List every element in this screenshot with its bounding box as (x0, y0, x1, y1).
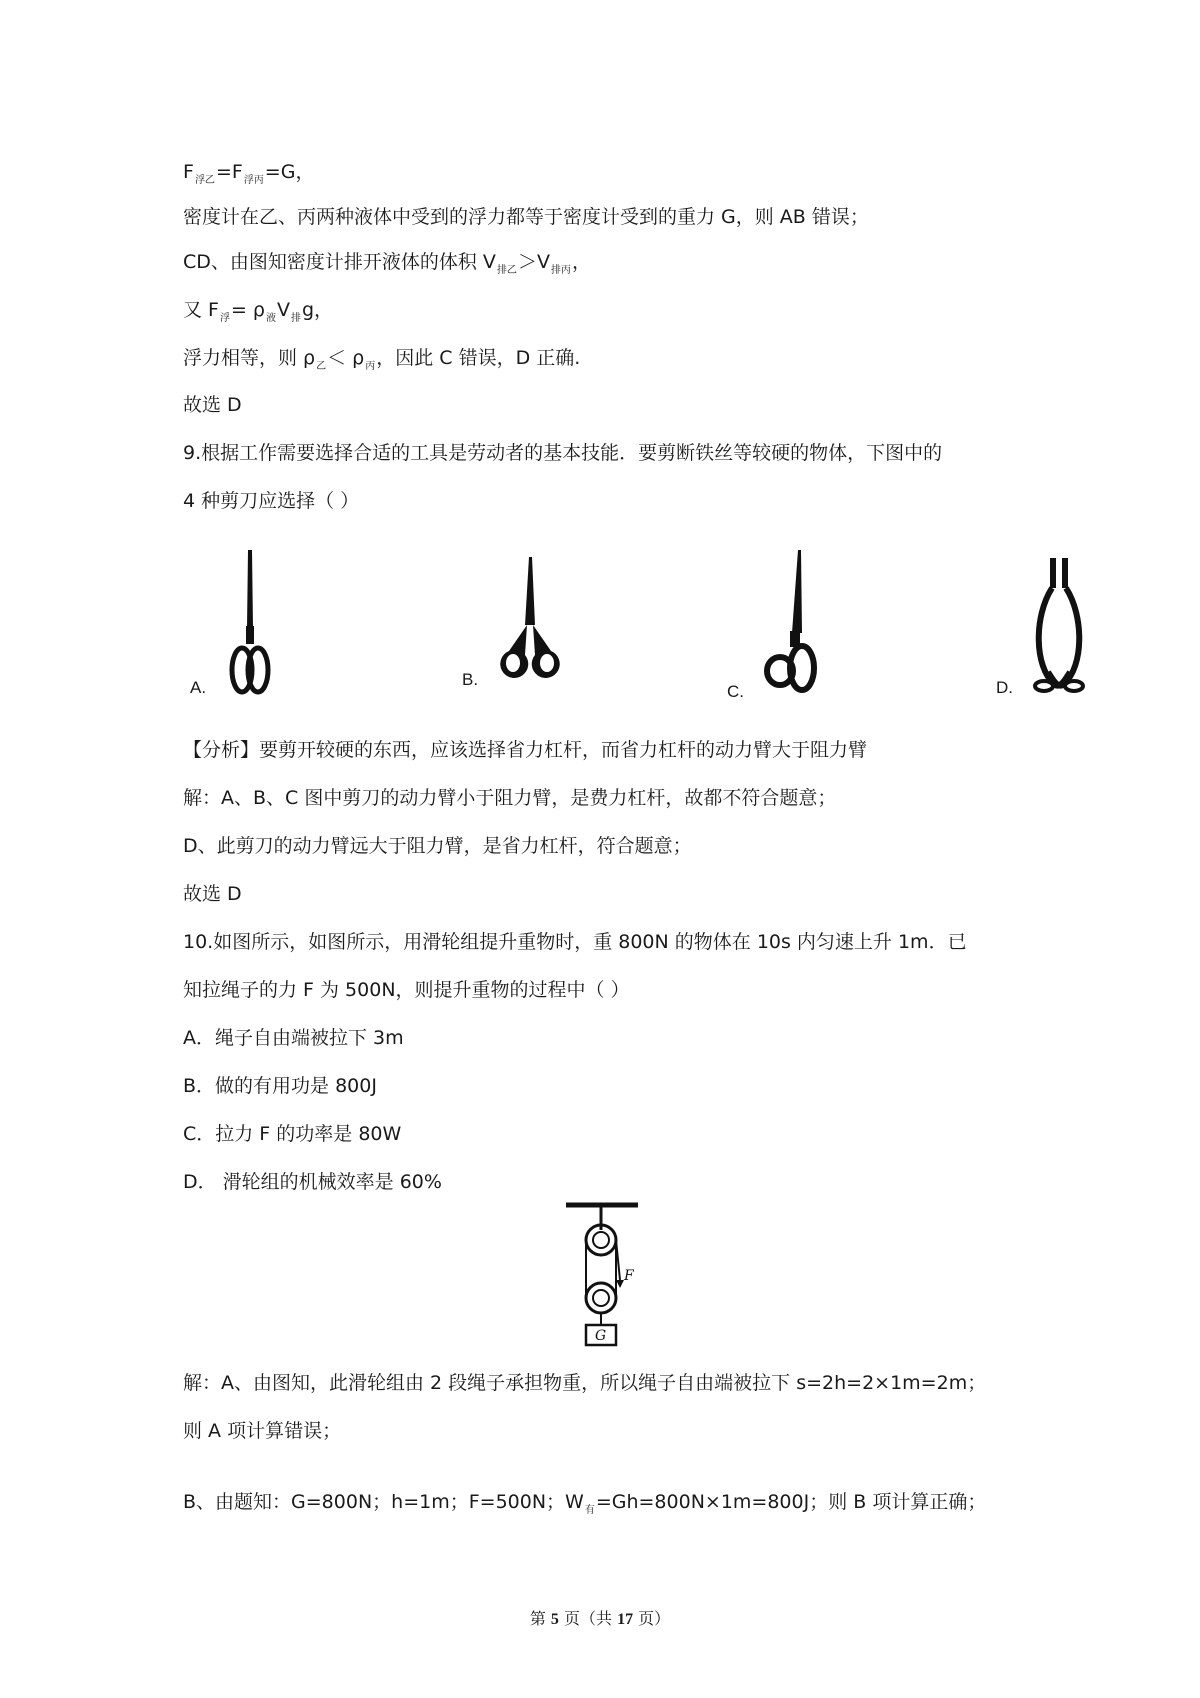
option-a: A．绳子自由端被拉下 3m (183, 1027, 404, 1049)
text-line: 又 $F_浮= \rho_液V_排g$， (183, 299, 334, 324)
option-d: D． 滑轮组的机械效率是 60% (183, 1171, 442, 1193)
question-9-text: 4 种剪刀应选择（ ） (183, 490, 360, 512)
solution-text: 解：A、由图知，此滑轮组由 2 段绳子承担物重，所以绳子自由端被拉下 s=2h=2×1m=2m； (183, 1372, 987, 1394)
scissors-c-image (762, 548, 822, 698)
text-line: 故选 D (183, 394, 242, 416)
analysis-text: 【分析】要剪开较硬的东西，应该选择省力杠杆，而省力杠杆的动力臂大于阻力臂 (183, 739, 868, 761)
scissors-a-image (225, 548, 275, 698)
text-line: CD、由图知密度计排开液体的体积 $V_{排乙}>V_{排丙}$， (183, 251, 591, 276)
scissors-b-label: B. (462, 670, 479, 689)
pulley-diagram (560, 1200, 642, 1348)
option-b: B．做的有用功是 800J (183, 1075, 377, 1097)
solution-text: 故选 D (183, 883, 242, 905)
question-9-text: 9.根据工作需要选择合适的工具是劳动者的基本技能．要剪断铁丝等较硬的物体，下图中的 (183, 442, 943, 464)
text-line: 浮力相等，则 $\rho_乙< \rho_丙$，因此 C 错误，D 正确. (183, 347, 581, 372)
text-line: $F_{浮乙}=F_{浮丙}=G$， (183, 161, 315, 186)
solution-text: 解：A、B、C 图中剪刀的动力臂小于阻力臂，是费力杠杆，故都不符合题意； (183, 787, 837, 809)
page-number: 5 (550, 1611, 559, 1628)
weight-label: G (595, 1328, 607, 1344)
scissors-a-label: A. (190, 678, 207, 697)
scissors-c-label: C. (727, 682, 744, 701)
force-label: F (624, 1268, 634, 1284)
solution-text: 则 A 项计算错误； (183, 1420, 342, 1442)
solution-text: D、此剪刀的动力臂远大于阻力臂，是省力杠杆，符合题意； (183, 835, 692, 857)
scissors-d-label: D. (996, 678, 1013, 697)
page-total: 17 (617, 1611, 634, 1628)
question-10-text: 知拉绳子的力 F 为 500N，则提升重物的过程中（ ） (183, 979, 630, 1001)
solution-text: B、由题知：G=800N；h=1m；F=500N；$W_有=Gh=800N\times 1m=800J$；则 B 项计算正确； (183, 1491, 987, 1516)
text-line: 密度计在乙、丙两种液体中受到的浮力都等于密度计受到的重力 G，则 AB 错误； (183, 206, 869, 228)
scissors-b-image (495, 555, 565, 685)
scissors-d-image (1030, 556, 1090, 694)
option-c: C．拉力 F 的功率是 80W (183, 1123, 402, 1145)
question-10-text: 10.如图所示，如图所示，用滑轮组提升重物时，重 800N 的物体在 10s 内匀速上升 1m．已 (183, 931, 967, 953)
page-footer: 第 5 页（共 17 页） (529, 1609, 671, 1628)
